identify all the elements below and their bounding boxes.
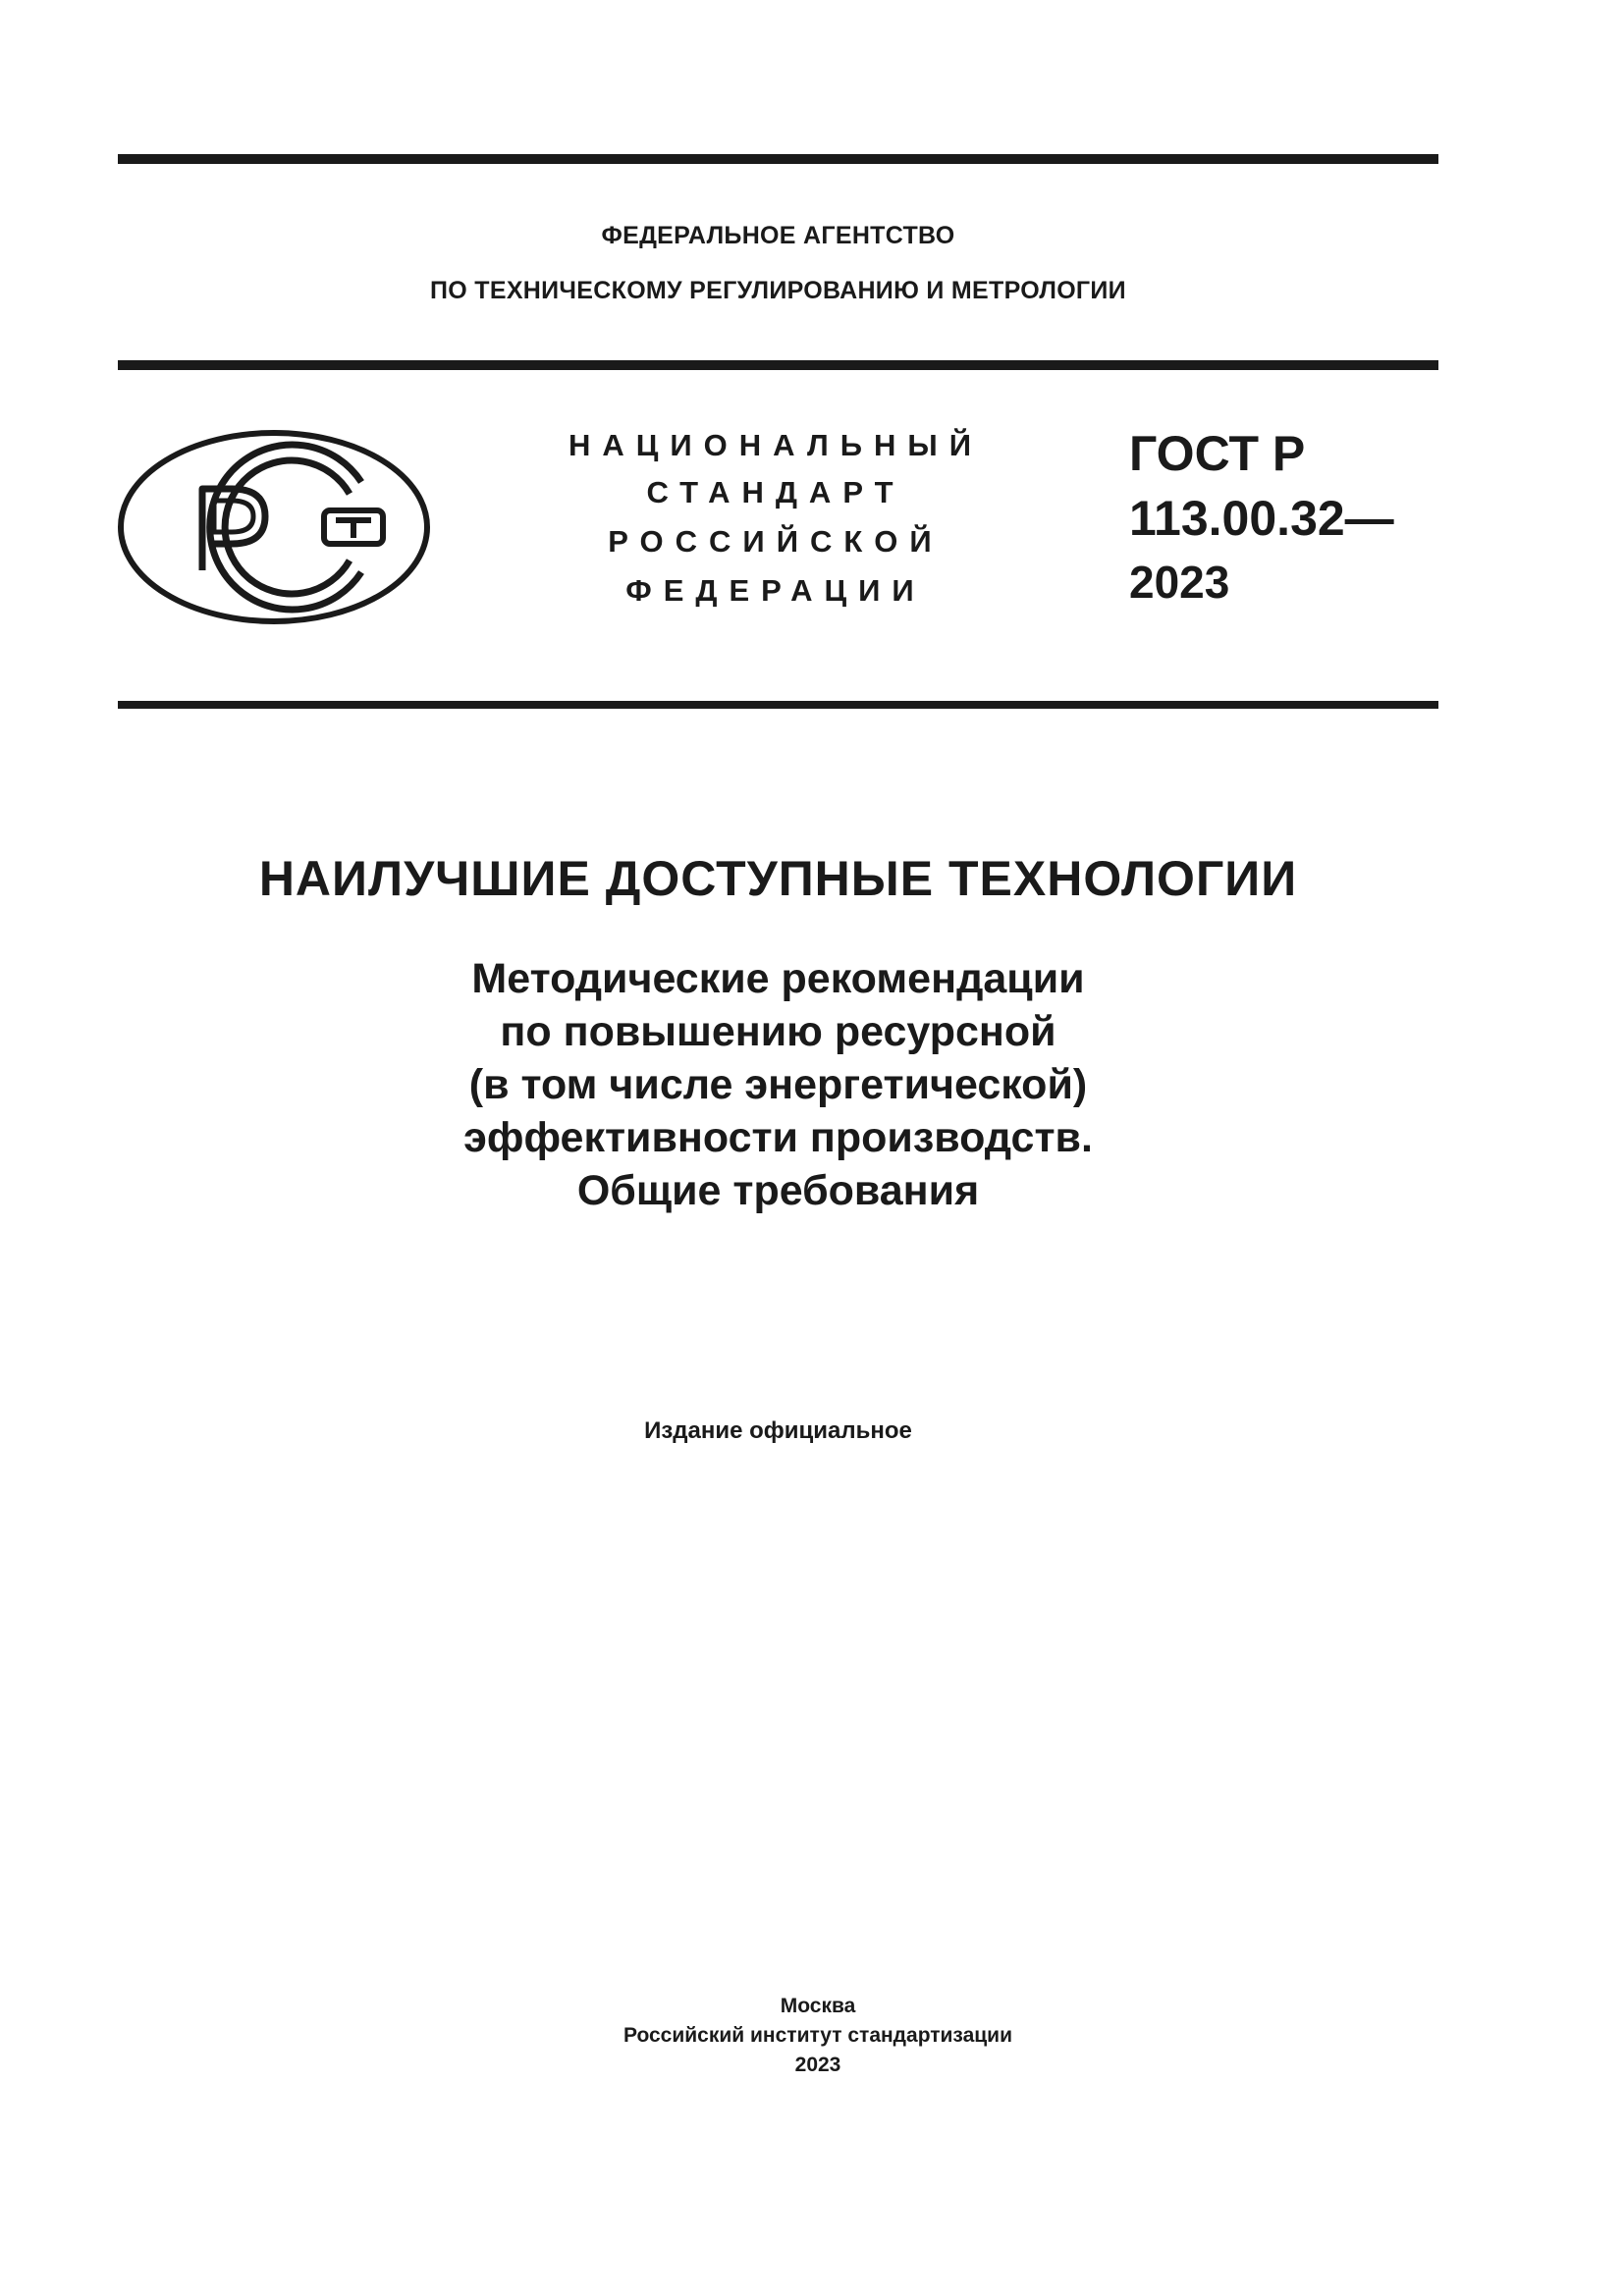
header-bottom-rule [118,701,1438,709]
standard-type-line-3: РОССИЙСКОЙ [608,524,944,559]
subtitle-line: эффективности производств. [463,1114,1093,1161]
imprint-publisher: Российский институт стандартизации [623,2024,1013,2047]
edition-note: Издание официальное [644,1417,912,1444]
designation-line-3: 2023 [1129,557,1230,608]
rst-certification-mark-icon [116,428,432,626]
standard-type-line-4: ФЕДЕРАЦИИ [625,573,926,608]
agency-name-line-2: ПО ТЕХНИЧЕСКОМУ РЕГУЛИРОВАНИЮ И МЕТРОЛОГИИ [430,277,1126,304]
subtitle-line: по повышению ресурсной [500,1008,1056,1055]
designation-line-1: ГОСТ Р [1129,426,1306,481]
subtitle-line: Общие требования [576,1167,980,1214]
agency-name-line-1: ФЕДЕРАЛЬНОЕ АГЕНТСТВО [601,222,955,249]
standard-type-line-2: СТАНДАРТ [646,475,905,509]
imprint-city: Москва [780,1995,856,2017]
standard-type-line-1: НАЦИОНАЛЬНЫЙ [568,428,984,462]
designation-line-2: 113.00.32— [1129,491,1394,546]
document-title: НАИЛУЧШИЕ ДОСТУПНЫЕ ТЕХНОЛОГИИ [258,851,1298,906]
imprint [118,1992,1518,2080]
top-rule [118,154,1438,164]
subtitle-line: (в том числе энергетической) [468,1061,1088,1108]
header-rule [118,360,1438,370]
subtitle-line: Методические рекомендации [471,955,1085,1002]
document-subtitle [118,952,1438,1217]
imprint-year: 2023 [794,2054,841,2076]
